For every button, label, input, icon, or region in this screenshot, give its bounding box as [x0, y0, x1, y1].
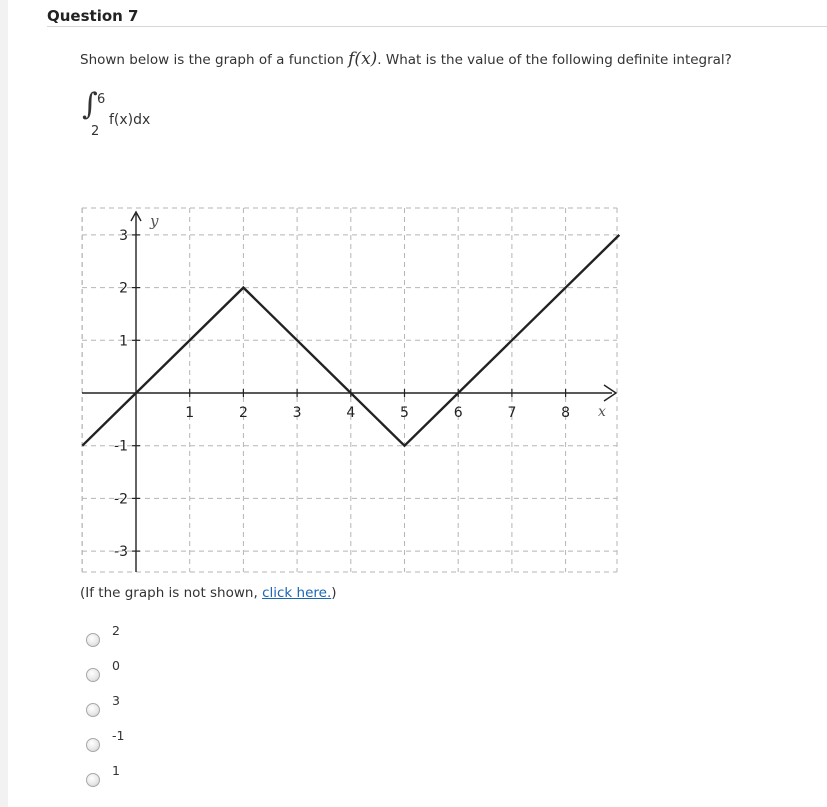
note-text-after: )	[331, 585, 337, 601]
question-text-after: . What is the value of the following definite integral?	[377, 52, 732, 68]
radio-button[interactable]	[86, 703, 100, 717]
x-tick-label: 7	[507, 405, 517, 421]
y-tick-label: -1	[114, 438, 128, 455]
y-tick-label: -2	[114, 491, 128, 508]
y-tick-label: 2	[119, 280, 128, 297]
x-tick-label: 5	[400, 405, 409, 421]
x-tick-label: 8	[561, 405, 571, 421]
radio-button[interactable]	[86, 668, 100, 682]
x-tick-label: 3	[292, 405, 302, 421]
radio-button[interactable]	[86, 773, 100, 787]
x-axis-label: x	[598, 404, 606, 420]
integral-sign-icon: ∫	[82, 87, 98, 122]
question-title: Question 7	[47, 7, 139, 25]
y-tick-label: -3	[114, 544, 128, 561]
graph-note	[80, 585, 337, 601]
click-here-link[interactable]: click here.	[262, 585, 332, 601]
option-label: -1	[112, 728, 125, 743]
option-label: 0	[112, 658, 120, 673]
integral-lower-limit: 2	[91, 124, 100, 139]
x-tick-label: 4	[346, 405, 356, 421]
x-tick-label: 1	[185, 405, 195, 421]
option-label: 2	[112, 623, 120, 638]
y-tick-label: 1	[119, 333, 128, 350]
x-tick-label: 6	[453, 405, 463, 421]
function-name: f(x)	[348, 49, 378, 69]
note-text-before: (If the graph is not shown,	[80, 585, 263, 601]
integrand: f(x)dx	[109, 112, 151, 128]
question-text-before: Shown below is the graph of a function	[80, 52, 349, 68]
option-label: 3	[112, 693, 120, 708]
radio-button[interactable]	[86, 738, 100, 752]
x-tick-label: 2	[238, 405, 248, 421]
y-axis-label: y	[150, 212, 159, 230]
integral-upper-limit: 6	[97, 92, 106, 107]
y-tick-label: 3	[119, 227, 128, 244]
radio-button[interactable]	[86, 633, 100, 647]
option-label: 1	[112, 763, 120, 778]
